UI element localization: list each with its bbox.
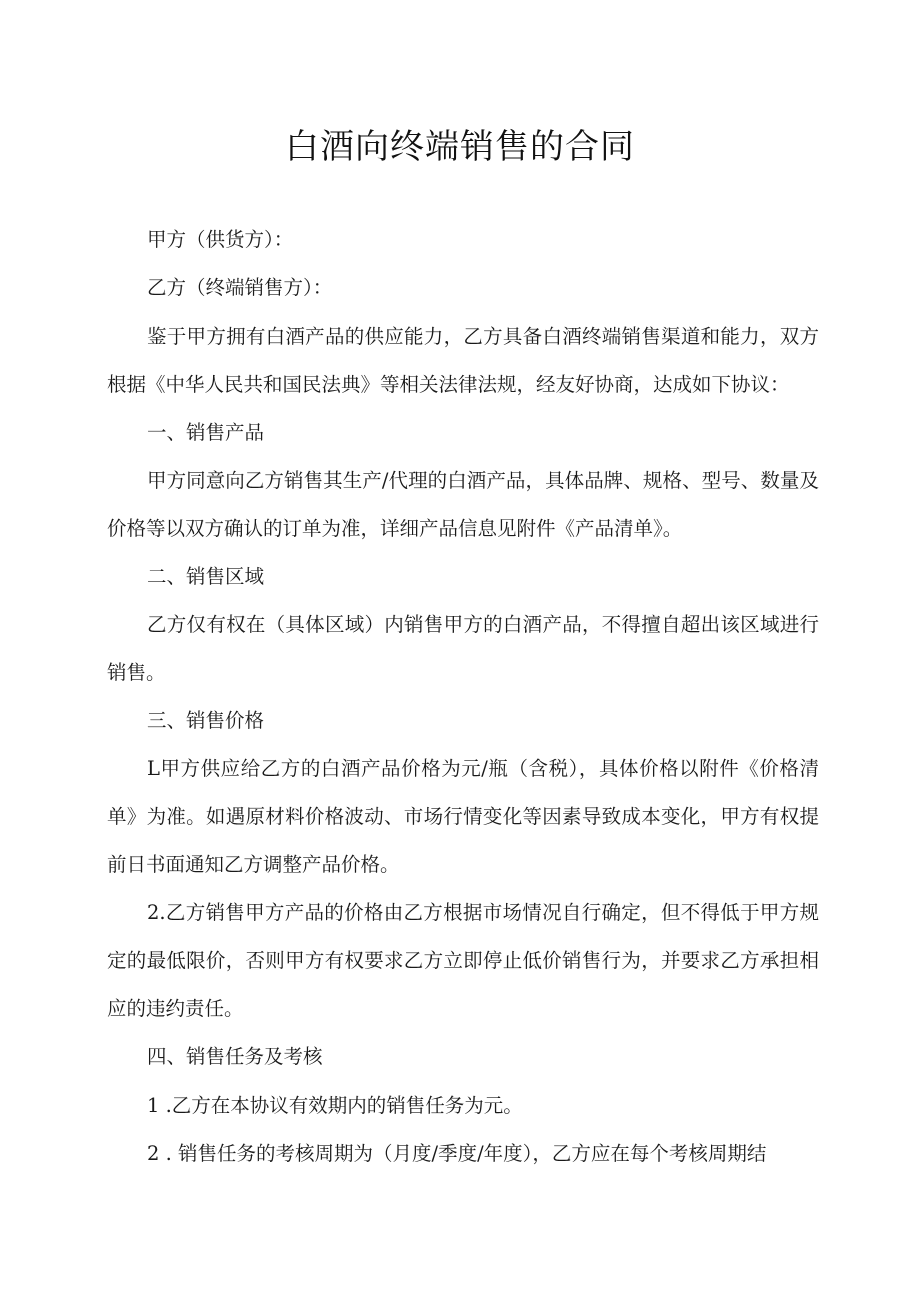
document-title: 白酒向终端销售的合同 [285, 127, 635, 167]
section-paragraph: 1 .乙方在本协议有效期内的销售任务为元。 [147, 1094, 523, 1117]
section-paragraph: L甲方供应给乙方的白酒产品价格为元/瓶（含税），具体价格以附件《价格清单》为准。如遇原材料价格波动、市场行情变化等因素导致成本变化，甲方有权提前日书面通知乙方调整产品价格。 [107, 757, 819, 876]
section-paragraph: 2 . 销售任务的考核周期为（月度/季度/年度），乙方应在每个考核周期结 [147, 1142, 767, 1165]
section-heading: 一、销售产品 [147, 421, 265, 444]
section-heading: 四、销售任务及考核 [147, 1045, 323, 1068]
section-heading: 三、销售价格 [147, 709, 265, 732]
section-heading: 二、销售区域 [147, 565, 265, 588]
preamble-paragraph: 鉴于甲方拥有白酒产品的供应能力，乙方具备白酒终端销售渠道和能力，双方根据《中华人民共和国民法典》等相关法律法规，经友好协商，达成如下协议： [107, 325, 819, 396]
party-b-line: 乙方（终端销售方）： [147, 276, 333, 299]
section-paragraph: 2.乙方销售甲方产品的价格由乙方根据市场情况自行确定，但不得低于甲方规定的最低限价，否则甲方有权要求乙方立即停止低价销售行为，并要求乙方承担相应的违约责任。 [107, 901, 819, 1020]
section-paragraph: 乙方仅有权在（具体区域）内销售甲方的白酒产品，不得擅自超出该区域进行销售。 [107, 613, 819, 684]
party-a-line: 甲方（供货方）： [147, 228, 294, 251]
section-paragraph: 甲方同意向乙方销售其生产/代理的白酒产品，具体品牌、规格、型号、数量及价格等以双方确认的订单为准，详细产品信息见附件《产品清单》。 [107, 469, 819, 540]
